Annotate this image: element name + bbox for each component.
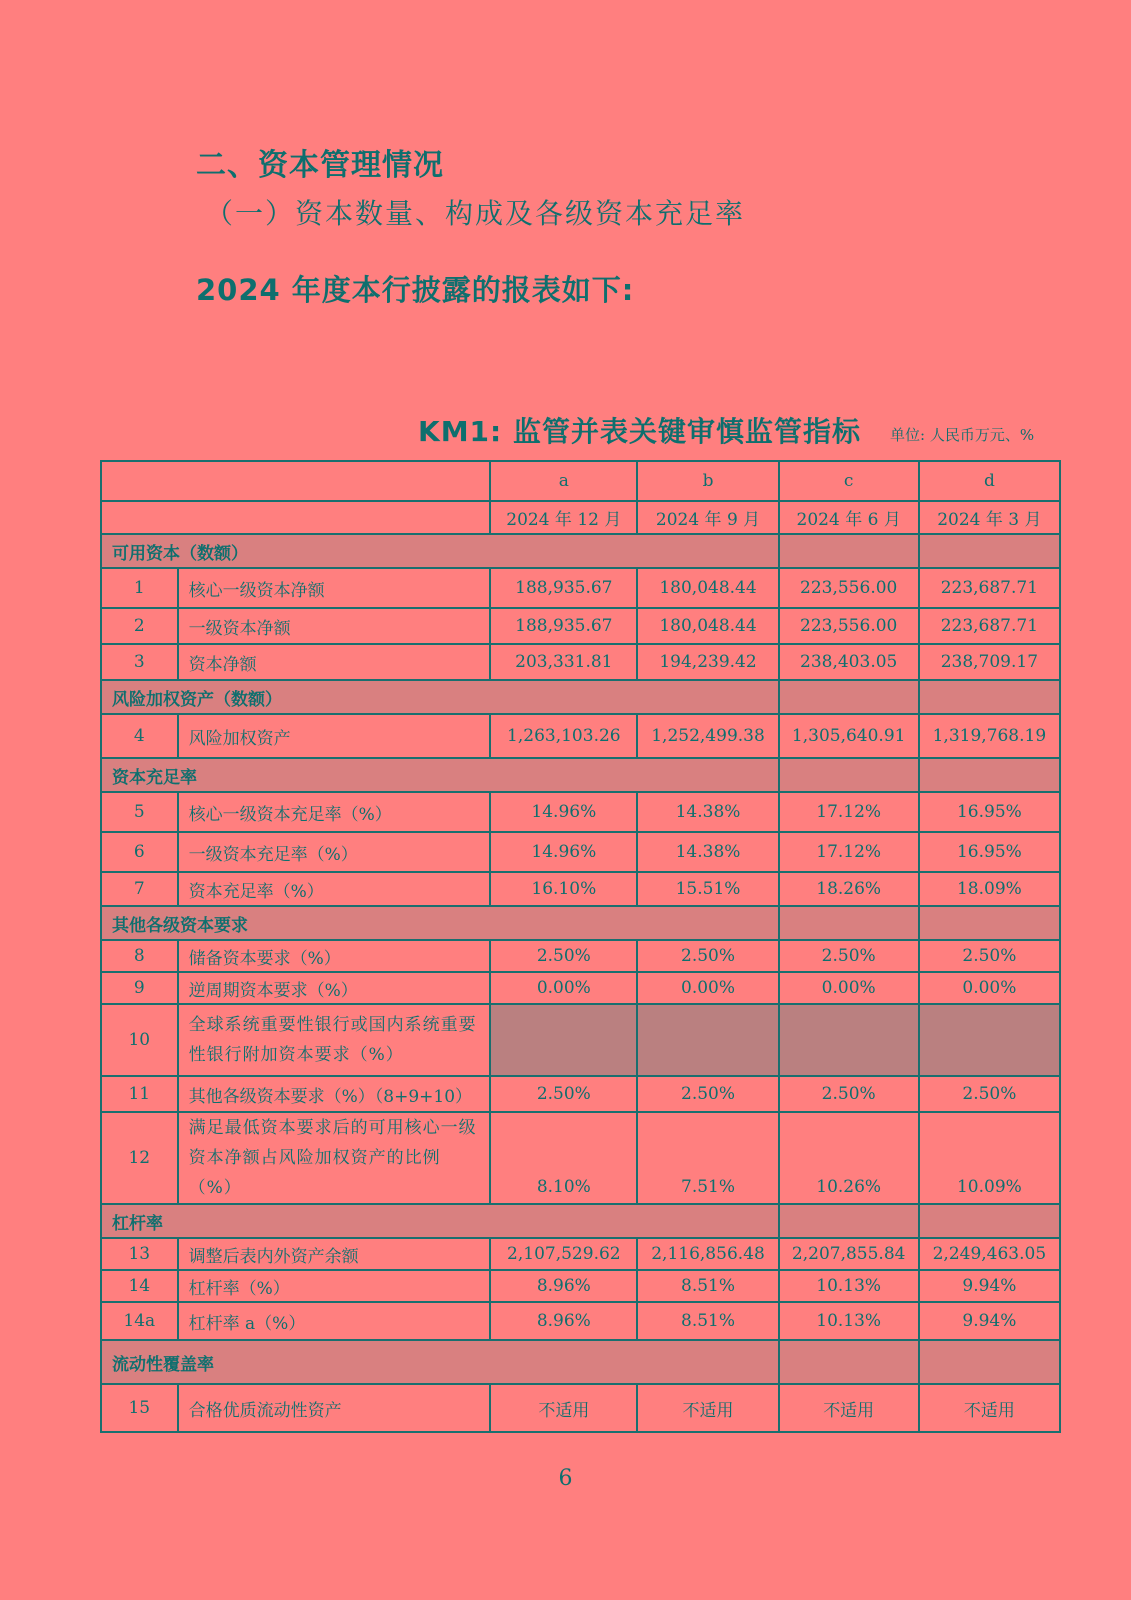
section-row	[101, 1340, 1060, 1384]
value-cell: 16.10%	[490, 872, 637, 906]
value-cell: 0.00%	[637, 972, 778, 1004]
section-row	[101, 534, 1060, 568]
value-cell: 14.96%	[490, 792, 637, 832]
row-label: 杠杆率（%）	[178, 1270, 491, 1302]
value-cell: 188,935.67	[490, 568, 637, 608]
value-cell: 238,403.05	[779, 644, 919, 680]
row-label: 逆周期资本要求（%）	[178, 972, 491, 1004]
section-title: 杠杆率	[101, 1204, 779, 1238]
table-row	[101, 940, 1060, 972]
value-cell: 10.26%	[779, 1112, 919, 1204]
table-row	[101, 1076, 1060, 1112]
row-number: 12	[101, 1112, 178, 1204]
value-cell: 2,207,855.84	[779, 1238, 919, 1270]
section-title: 可用资本（数额）	[101, 534, 779, 568]
page-number: 6	[558, 1466, 573, 1491]
value-cell: 0.00%	[779, 972, 919, 1004]
column-period: 2024 年 6 月	[779, 501, 919, 534]
value-cell: 7.51%	[637, 1112, 778, 1204]
value-cell: 2.50%	[637, 940, 778, 972]
row-number: 15	[101, 1384, 178, 1432]
table-row	[101, 1302, 1060, 1340]
table-title: KM1: 监管并表关键审慎监管指标	[418, 415, 861, 448]
row-number: 11	[101, 1076, 178, 1112]
value-cell: 不适用	[779, 1384, 919, 1432]
value-cell: 10.09%	[919, 1112, 1060, 1204]
row-number: 8	[101, 940, 178, 972]
value-cell: 223,556.00	[779, 568, 919, 608]
table-row	[101, 1112, 1060, 1204]
row-number: 4	[101, 714, 178, 758]
value-cell: 2.50%	[637, 1076, 778, 1112]
section-title: 风险加权资产（数额）	[101, 680, 779, 714]
value-cell: 10.13%	[779, 1270, 919, 1302]
value-cell: 不适用	[637, 1384, 778, 1432]
row-label: 满足最低资本要求后的可用核心一级资本净额占风险加权资产的比例（%）	[178, 1112, 491, 1204]
column-period: 2024 年 3 月	[919, 501, 1060, 534]
row-label: 资本净额	[178, 644, 491, 680]
value-cell: 1,319,768.19	[919, 714, 1060, 758]
section-row	[101, 906, 1060, 940]
row-label: 资本充足率（%）	[178, 872, 491, 906]
row-label: 一级资本净额	[178, 608, 491, 644]
value-cell: 180,048.44	[637, 568, 778, 608]
table-row	[101, 872, 1060, 906]
value-cell: 223,687.71	[919, 608, 1060, 644]
row-number: 9	[101, 972, 178, 1004]
section-row	[101, 680, 1060, 714]
value-cell: 9.94%	[919, 1302, 1060, 1340]
value-cell	[637, 1004, 778, 1076]
table-row	[101, 1384, 1060, 1432]
section-row	[101, 1204, 1060, 1238]
section-row	[101, 758, 1060, 792]
column-period: 2024 年 12 月	[490, 501, 637, 534]
row-label: 杠杆率 a（%）	[178, 1302, 491, 1340]
row-number: 14	[101, 1270, 178, 1302]
column-period: 2024 年 9 月	[637, 501, 778, 534]
value-cell: 223,556.00	[779, 608, 919, 644]
row-label: 一级资本充足率（%）	[178, 832, 491, 872]
value-cell: 18.09%	[919, 872, 1060, 906]
header-row-letters	[101, 461, 1060, 501]
table-row	[101, 608, 1060, 644]
row-number: 14a	[101, 1302, 178, 1340]
value-cell: 18.26%	[779, 872, 919, 906]
value-cell	[919, 1004, 1060, 1076]
row-number: 1	[101, 568, 178, 608]
value-cell: 0.00%	[919, 972, 1060, 1004]
row-label: 核心一级资本充足率（%）	[178, 792, 491, 832]
value-cell: 2,249,463.05	[919, 1238, 1060, 1270]
row-label: 核心一级资本净额	[178, 568, 491, 608]
row-number: 3	[101, 644, 178, 680]
section-title: 其他各级资本要求	[101, 906, 779, 940]
value-cell: 1,252,499.38	[637, 714, 778, 758]
row-label: 其他各级资本要求（%）（8+9+10）	[178, 1076, 491, 1112]
value-cell: 8.51%	[637, 1270, 778, 1302]
value-cell: 188,935.67	[490, 608, 637, 644]
table-row	[101, 644, 1060, 680]
km1-table	[100, 460, 1061, 1433]
value-cell: 2.50%	[919, 940, 1060, 972]
value-cell: 9.94%	[919, 1270, 1060, 1302]
value-cell: 14.96%	[490, 832, 637, 872]
value-cell: 8.10%	[490, 1112, 637, 1204]
row-label: 储备资本要求（%）	[178, 940, 491, 972]
header-row-periods	[101, 501, 1060, 534]
value-cell: 1,305,640.91	[779, 714, 919, 758]
value-cell: 223,687.71	[919, 568, 1060, 608]
value-cell	[490, 1004, 637, 1076]
value-cell: 17.12%	[779, 832, 919, 872]
row-number: 13	[101, 1238, 178, 1270]
column-letter: b	[637, 461, 778, 501]
value-cell: 2,116,856.48	[637, 1238, 778, 1270]
value-cell: 194,239.42	[637, 644, 778, 680]
section-title: 资本充足率	[101, 758, 779, 792]
value-cell: 不适用	[919, 1384, 1060, 1432]
value-cell: 14.38%	[637, 832, 778, 872]
value-cell: 2.50%	[490, 940, 637, 972]
value-cell: 1,263,103.26	[490, 714, 637, 758]
value-cell: 14.38%	[637, 792, 778, 832]
value-cell: 8.96%	[490, 1270, 637, 1302]
value-cell: 10.13%	[779, 1302, 919, 1340]
value-cell: 180,048.44	[637, 608, 778, 644]
row-label: 全球系统重要性银行或国内系统重要性银行附加资本要求（%）	[178, 1004, 491, 1076]
table-row	[101, 832, 1060, 872]
table-row	[101, 714, 1060, 758]
value-cell	[779, 1004, 919, 1076]
table-row	[101, 792, 1060, 832]
value-cell: 8.51%	[637, 1302, 778, 1340]
row-label: 合格优质流动性资产	[178, 1384, 491, 1432]
value-cell: 2.50%	[779, 940, 919, 972]
unit-note: 单位: 人民币万元、%	[890, 426, 1035, 444]
value-cell: 0.00%	[490, 972, 637, 1004]
table-row	[101, 1004, 1060, 1076]
intro-text: 2024 年度本行披露的报表如下:	[196, 273, 635, 307]
value-cell: 2.50%	[919, 1076, 1060, 1112]
row-label: 风险加权资产	[178, 714, 491, 758]
subsection-heading: （一）资本数量、构成及各级资本充足率	[205, 197, 746, 230]
section-heading: 二、资本管理情况	[196, 148, 444, 183]
section-title: 流动性覆盖率	[101, 1340, 779, 1384]
row-number: 5	[101, 792, 178, 832]
value-cell: 17.12%	[779, 792, 919, 832]
row-label: 调整后表内外资产余额	[178, 1238, 491, 1270]
column-letter: a	[490, 461, 637, 501]
value-cell: 2,107,529.62	[490, 1238, 637, 1270]
table-row	[101, 972, 1060, 1004]
row-number: 2	[101, 608, 178, 644]
column-letter: c	[779, 461, 919, 501]
value-cell: 238,709.17	[919, 644, 1060, 680]
value-cell: 15.51%	[637, 872, 778, 906]
value-cell: 不适用	[490, 1384, 637, 1432]
value-cell: 203,331.81	[490, 644, 637, 680]
table-row	[101, 568, 1060, 608]
column-letter: d	[919, 461, 1060, 501]
row-number: 10	[101, 1004, 178, 1076]
table-row	[101, 1270, 1060, 1302]
value-cell: 16.95%	[919, 832, 1060, 872]
row-number: 7	[101, 872, 178, 906]
value-cell: 8.96%	[490, 1302, 637, 1340]
value-cell: 2.50%	[490, 1076, 637, 1112]
value-cell: 2.50%	[779, 1076, 919, 1112]
row-number: 6	[101, 832, 178, 872]
value-cell: 16.95%	[919, 792, 1060, 832]
table-row	[101, 1238, 1060, 1270]
